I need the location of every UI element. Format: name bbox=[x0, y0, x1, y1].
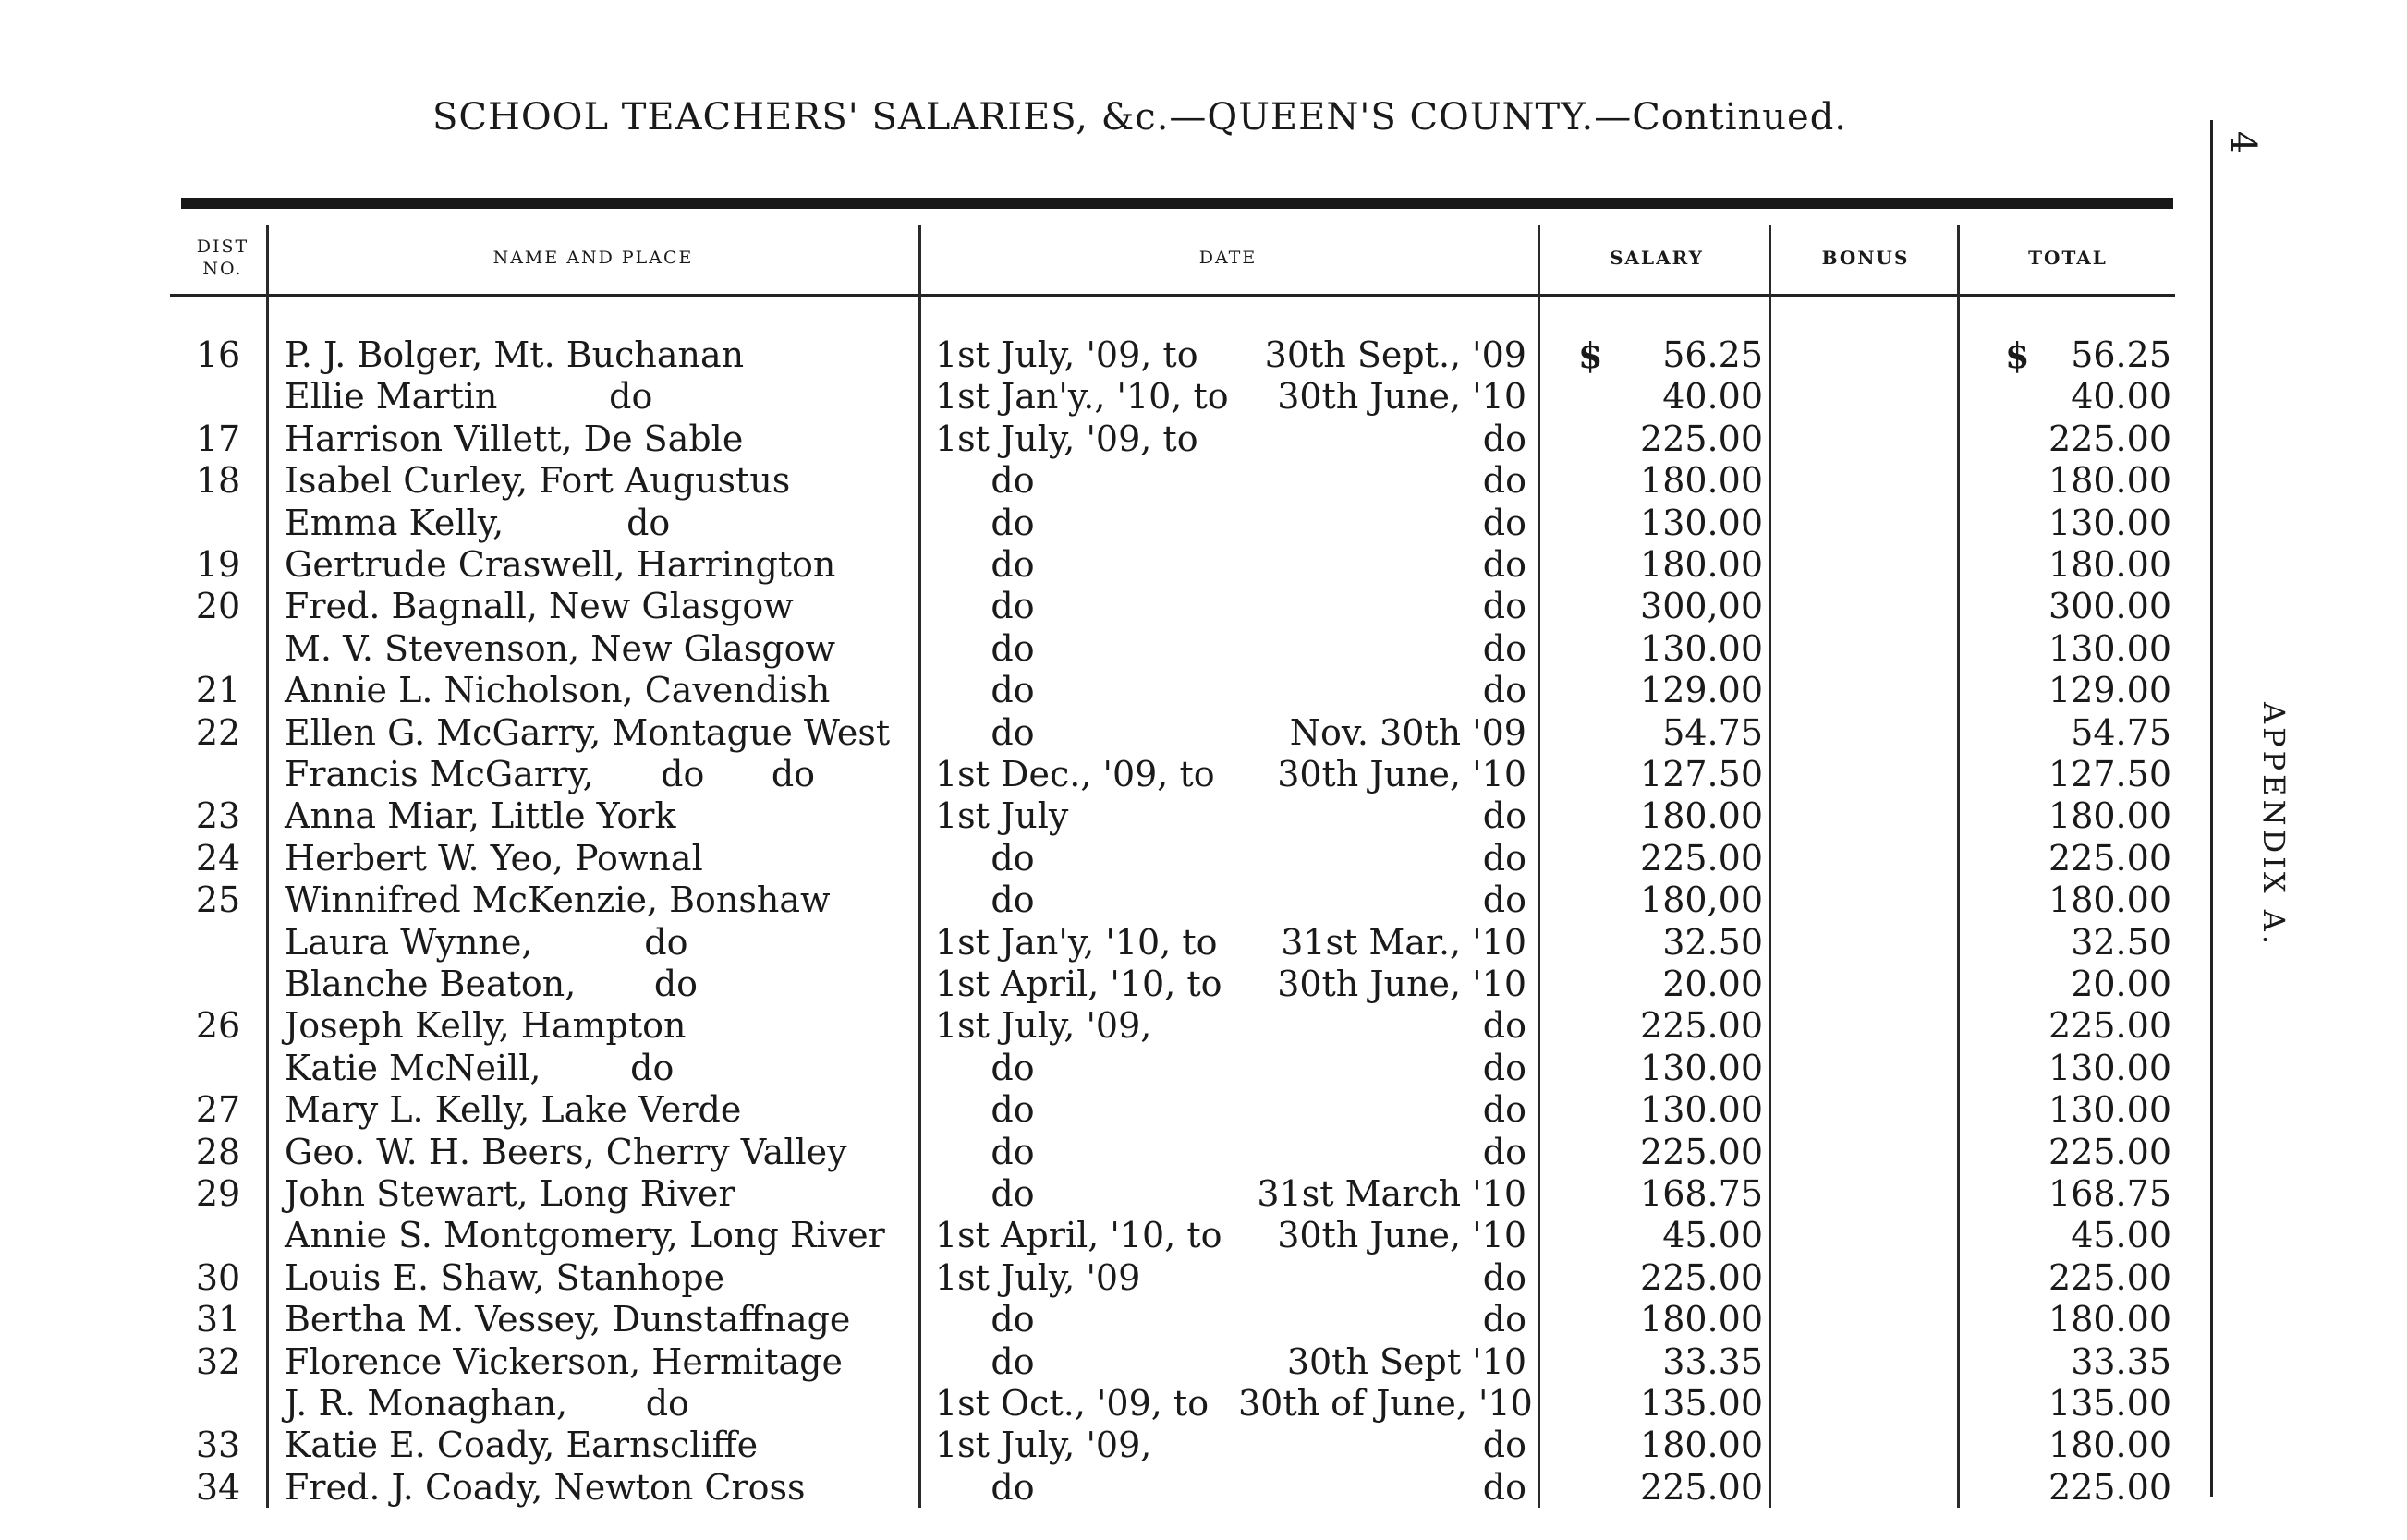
table-row bbox=[0, 334, 2218, 376]
table-row bbox=[0, 1132, 2218, 1173]
date-from-cell: do bbox=[935, 1466, 1035, 1508]
dist-cell: 28 bbox=[195, 1131, 241, 1172]
dist-cell bbox=[181, 964, 255, 1005]
salary-currency bbox=[1578, 628, 1615, 670]
salary-currency bbox=[1578, 1257, 1615, 1299]
total-cell: 180.00 bbox=[2048, 460, 2171, 502]
total-cell: 54.75 bbox=[2071, 711, 2171, 753]
date-from-cell: 1st Oct., '09, to bbox=[935, 1383, 1210, 1424]
name-cell: Ellie Martin do bbox=[285, 376, 653, 418]
name-cell: John Stewart, Long River bbox=[285, 1173, 735, 1214]
salary-currency bbox=[1578, 1005, 1615, 1047]
date-from-cell: 1st April, '10, to bbox=[935, 964, 1222, 1004]
dist-cell: 23 bbox=[195, 795, 241, 837]
table-row bbox=[0, 503, 2218, 544]
salary-cell: 180.00 bbox=[1640, 544, 1763, 585]
date-from-cell: 1st July, '09, to bbox=[935, 334, 1198, 375]
date-from-cell: do bbox=[935, 1299, 1035, 1340]
dist-cell bbox=[181, 1048, 255, 1089]
date-from-cell: do bbox=[935, 502, 1035, 543]
salary-cell: 45.00 bbox=[1662, 1215, 1763, 1256]
date-to-cell: do bbox=[1482, 627, 1526, 669]
name-cell: P. J. Bolger, Mt. Buchanan bbox=[285, 334, 745, 375]
name-cell: Harrison Villett, De Sable bbox=[285, 418, 744, 459]
dist-cell bbox=[181, 1215, 255, 1256]
name-cell: Katie McNeill, do bbox=[285, 1047, 675, 1088]
salary-cell: 225.00 bbox=[1640, 837, 1763, 879]
page-number: 4 bbox=[2223, 130, 2265, 154]
salary-cell: 130.00 bbox=[1640, 1089, 1763, 1131]
date-to-cell: do bbox=[1482, 1299, 1526, 1340]
name-cell: Annie S. Montgomery, Long River bbox=[285, 1215, 885, 1256]
date-to-cell: 30th June, '10 bbox=[1277, 1215, 1526, 1256]
name-cell: Gertrude Craswell, Harrington bbox=[285, 544, 836, 585]
total-cell: 40.00 bbox=[2071, 376, 2171, 418]
total-cell: 45.00 bbox=[2071, 1215, 2171, 1256]
table-row bbox=[0, 1383, 2218, 1425]
salary-cell: 130.00 bbox=[1640, 1047, 1763, 1088]
salary-currency: $ bbox=[1578, 334, 1603, 376]
date-from-cell: 1st July, '09, to bbox=[935, 418, 1198, 459]
dist-cell: 22 bbox=[195, 711, 241, 753]
name-cell: J. R. Monaghan, do bbox=[285, 1383, 689, 1424]
total-cell: 130.00 bbox=[2048, 1047, 2171, 1088]
dist-cell: 19 bbox=[195, 544, 241, 585]
header-salary: SALARY bbox=[1610, 247, 1704, 269]
header-dist-no: DIST NO. bbox=[196, 236, 249, 279]
salary-currency bbox=[1578, 460, 1615, 502]
name-cell: Fred. Bagnall, New Glasgow bbox=[285, 586, 794, 627]
date-to-cell: 30th June, '10 bbox=[1277, 964, 1526, 1004]
table-row bbox=[0, 1257, 2218, 1299]
salary-currency bbox=[1578, 1048, 1615, 1089]
dist-cell: 33 bbox=[195, 1425, 241, 1466]
total-currency: $ bbox=[2005, 334, 2030, 376]
dist-cell bbox=[181, 1383, 255, 1425]
salary-cell: 180,00 bbox=[1640, 879, 1763, 921]
salary-cell: 168.75 bbox=[1640, 1173, 1763, 1214]
total-cell: 32.50 bbox=[2071, 921, 2171, 963]
dist-cell bbox=[181, 376, 255, 418]
header-total: TOTAL bbox=[2028, 247, 2108, 269]
total-cell: 130.00 bbox=[2048, 1089, 2171, 1131]
salary-currency bbox=[1578, 795, 1615, 837]
salary-cell: 180.00 bbox=[1640, 795, 1763, 837]
date-to-cell: do bbox=[1482, 418, 1526, 459]
dist-cell: 20 bbox=[195, 586, 241, 627]
date-to-cell: do bbox=[1482, 670, 1526, 711]
salary-cell: 180.00 bbox=[1640, 1425, 1763, 1466]
table-row bbox=[0, 838, 2218, 879]
date-to-cell: do bbox=[1482, 1425, 1526, 1466]
table-row bbox=[0, 1005, 2218, 1047]
table-row bbox=[0, 922, 2218, 964]
date-from-cell: 1st July, '09, bbox=[935, 1005, 1152, 1047]
table-row bbox=[0, 1341, 2218, 1383]
dist-cell: 30 bbox=[195, 1256, 241, 1298]
salary-cell: 225.00 bbox=[1640, 1131, 1763, 1172]
date-to-cell: 30th of June, '10 bbox=[1238, 1383, 1533, 1424]
salary-cell: 56.25 bbox=[1662, 334, 1763, 375]
date-to-cell: do bbox=[1482, 1047, 1526, 1088]
dist-cell: 18 bbox=[195, 460, 241, 502]
dist-cell bbox=[181, 628, 255, 670]
salary-cell: 20.00 bbox=[1662, 964, 1763, 1004]
date-from-cell: do bbox=[935, 670, 1035, 711]
salary-currency bbox=[1578, 754, 1615, 795]
date-from-cell: do bbox=[935, 586, 1035, 627]
table-row bbox=[0, 460, 2218, 502]
salary-cell: 135.00 bbox=[1640, 1383, 1763, 1424]
table-row bbox=[0, 1299, 2218, 1340]
total-cell: 180.00 bbox=[2048, 1425, 2171, 1466]
dist-cell: 32 bbox=[195, 1340, 241, 1382]
date-to-cell: do bbox=[1482, 1256, 1526, 1298]
salary-currency bbox=[1578, 1132, 1615, 1173]
total-cell: 180.00 bbox=[2048, 795, 2171, 837]
date-from-cell: do bbox=[935, 711, 1035, 753]
total-cell: 225.00 bbox=[2048, 837, 2171, 879]
table-row bbox=[0, 1089, 2218, 1131]
name-cell: Isabel Curley, Fort Augustus bbox=[285, 460, 791, 502]
name-cell: Emma Kelly, do bbox=[285, 502, 671, 543]
date-from-cell: do bbox=[935, 460, 1035, 502]
page-title: SCHOOL TEACHERS' SALARIES, &c.—QUEEN'S COUNTY.—Continued. bbox=[432, 96, 1848, 139]
table-row bbox=[0, 964, 2218, 1005]
date-from-cell: do bbox=[935, 879, 1035, 921]
total-cell: 129.00 bbox=[2048, 670, 2171, 711]
date-from-cell: 1st July bbox=[935, 795, 1069, 837]
name-cell: M. V. Stevenson, New Glasgow bbox=[285, 627, 835, 669]
salary-cell: 32.50 bbox=[1662, 921, 1763, 963]
date-from-cell: do bbox=[935, 1047, 1035, 1088]
dist-cell: 21 bbox=[195, 670, 241, 711]
date-to-cell: 30th Sept '10 bbox=[1286, 1340, 1526, 1382]
date-to-cell: do bbox=[1482, 502, 1526, 543]
date-to-cell: do bbox=[1482, 837, 1526, 879]
dist-cell: 24 bbox=[195, 837, 241, 879]
date-to-cell: do bbox=[1482, 544, 1526, 585]
salary-currency bbox=[1578, 1089, 1615, 1131]
dist-cell: 34 bbox=[195, 1466, 241, 1508]
total-cell: 225.00 bbox=[2048, 1256, 2171, 1298]
date-from-cell: 1st April, '10, to bbox=[935, 1215, 1222, 1256]
date-from-cell: do bbox=[935, 544, 1035, 585]
table-top-rule bbox=[181, 198, 2173, 209]
name-cell: Florence Vickerson, Hermitage bbox=[285, 1340, 843, 1382]
date-to-cell: 30th Sept., '09 bbox=[1264, 334, 1526, 375]
date-from-cell: 1st Dec., '09, to bbox=[935, 754, 1215, 794]
salary-currency bbox=[1578, 670, 1615, 711]
total-cell: 130.00 bbox=[2048, 502, 2171, 543]
salary-currency bbox=[1578, 1341, 1615, 1383]
date-from-cell: 1st Jan'y., '10, to bbox=[935, 376, 1229, 418]
name-cell: Fred. J. Coady, Newton Cross bbox=[285, 1466, 806, 1508]
name-cell: Joseph Kelly, Hampton bbox=[285, 1005, 687, 1047]
table-row bbox=[0, 1173, 2218, 1215]
date-to-cell: do bbox=[1482, 1131, 1526, 1172]
salary-cell: 130.00 bbox=[1640, 627, 1763, 669]
name-cell: Winnifred McKenzie, Bonshaw bbox=[285, 879, 831, 921]
date-to-cell: do bbox=[1482, 1089, 1526, 1131]
dist-cell: 29 bbox=[195, 1173, 241, 1214]
total-cell: 180.00 bbox=[2048, 544, 2171, 585]
salary-currency bbox=[1578, 503, 1615, 544]
date-from-cell: 1st July, '09, bbox=[935, 1425, 1152, 1466]
salary-cell: 225.00 bbox=[1640, 1005, 1763, 1047]
table-row bbox=[0, 586, 2218, 627]
dist-cell: 16 bbox=[195, 334, 241, 375]
salary-cell: 180.00 bbox=[1640, 460, 1763, 502]
salary-cell: 225.00 bbox=[1640, 1466, 1763, 1508]
dist-cell: 17 bbox=[195, 418, 241, 459]
date-to-cell: 31st March '10 bbox=[1257, 1173, 1526, 1214]
dist-cell: 31 bbox=[195, 1299, 241, 1340]
date-from-cell: do bbox=[935, 1131, 1035, 1172]
date-from-cell: do bbox=[935, 837, 1035, 879]
salary-currency bbox=[1578, 418, 1615, 460]
appendix-label: APPENDIX A. bbox=[2256, 702, 2292, 949]
date-from-cell: do bbox=[935, 1340, 1035, 1382]
name-cell: Anna Miar, Little York bbox=[285, 795, 676, 837]
total-cell: 56.25 bbox=[2071, 334, 2171, 375]
date-to-cell: do bbox=[1482, 586, 1526, 627]
date-from-cell: do bbox=[935, 1089, 1035, 1131]
total-cell: 20.00 bbox=[2071, 964, 2171, 1004]
table-row bbox=[0, 670, 2218, 711]
table-row bbox=[0, 754, 2218, 795]
header-name-and-place: NAME AND PLACE bbox=[492, 248, 694, 268]
table-row bbox=[0, 1048, 2218, 1089]
salary-cell: 33.35 bbox=[1662, 1340, 1763, 1382]
salary-currency bbox=[1578, 922, 1615, 964]
salary-cell: 54.75 bbox=[1662, 711, 1763, 753]
salary-cell: 129.00 bbox=[1640, 670, 1763, 711]
salary-cell: 130.00 bbox=[1640, 502, 1763, 543]
name-cell: Katie E. Coady, Earnscliffe bbox=[285, 1425, 759, 1466]
total-cell: 168.75 bbox=[2048, 1173, 2171, 1214]
total-cell: 225.00 bbox=[2048, 1131, 2171, 1172]
name-cell: Laura Wynne, do bbox=[285, 921, 688, 963]
dist-cell bbox=[181, 503, 255, 544]
salary-currency bbox=[1578, 1425, 1615, 1466]
date-from-cell: do bbox=[935, 627, 1035, 669]
name-cell: Herbert W. Yeo, Pownal bbox=[285, 837, 703, 879]
name-cell: Bertha M. Vessey, Dunstaffnage bbox=[285, 1299, 851, 1340]
date-to-cell: do bbox=[1482, 879, 1526, 921]
dist-cell: 27 bbox=[195, 1089, 241, 1131]
salary-currency bbox=[1578, 964, 1615, 1005]
header-bonus: BONUS bbox=[1821, 247, 1910, 269]
salary-currency bbox=[1578, 544, 1615, 586]
header-bottom-rule bbox=[170, 294, 2175, 297]
date-from-cell: 1st Jan'y, '10, to bbox=[935, 921, 1218, 963]
salary-currency bbox=[1578, 376, 1615, 418]
total-cell: 130.00 bbox=[2048, 627, 2171, 669]
name-cell: Blanche Beaton, do bbox=[285, 964, 699, 1004]
date-to-cell: 30th June, '10 bbox=[1277, 754, 1526, 794]
table-row bbox=[0, 376, 2218, 418]
table-row bbox=[0, 1425, 2218, 1466]
salary-currency bbox=[1578, 1299, 1615, 1340]
total-cell: 225.00 bbox=[2048, 418, 2171, 459]
table-row bbox=[0, 712, 2218, 754]
dist-cell: 26 bbox=[195, 1005, 241, 1047]
name-cell: Geo. W. H. Beers, Cherry Valley bbox=[285, 1131, 847, 1172]
date-to-cell: do bbox=[1482, 1466, 1526, 1508]
salary-currency bbox=[1578, 838, 1615, 879]
salary-cell: 127.50 bbox=[1640, 754, 1763, 794]
total-cell: 33.35 bbox=[2071, 1340, 2171, 1382]
salary-currency bbox=[1578, 1467, 1615, 1509]
salary-cell: 40.00 bbox=[1662, 376, 1763, 418]
date-to-cell: Nov. 30th '09 bbox=[1289, 711, 1526, 753]
date-to-cell: 30th June, '10 bbox=[1277, 376, 1526, 418]
dist-cell bbox=[181, 922, 255, 964]
table-row bbox=[0, 1215, 2218, 1256]
date-to-cell: do bbox=[1482, 460, 1526, 502]
table-row bbox=[0, 879, 2218, 921]
total-cell: 135.00 bbox=[2048, 1383, 2171, 1424]
table-row bbox=[0, 1467, 2218, 1509]
dist-cell: 25 bbox=[195, 879, 241, 921]
salary-cell: 225.00 bbox=[1640, 1256, 1763, 1298]
name-cell: Annie L. Nicholson, Cavendish bbox=[285, 670, 831, 711]
salary-currency bbox=[1578, 1215, 1615, 1256]
salary-cell: 180.00 bbox=[1640, 1299, 1763, 1340]
table-row bbox=[0, 795, 2218, 837]
salary-cell: 300,00 bbox=[1640, 586, 1763, 627]
name-cell: Ellen G. McGarry, Montague West bbox=[285, 711, 891, 753]
table-row bbox=[0, 544, 2218, 586]
date-to-cell: do bbox=[1482, 1005, 1526, 1047]
header-date: DATE bbox=[1198, 248, 1258, 268]
date-from-cell: do bbox=[935, 1173, 1035, 1214]
total-cell: 180.00 bbox=[2048, 1299, 2171, 1340]
dist-cell bbox=[181, 754, 255, 795]
salary-currency bbox=[1578, 712, 1615, 754]
salary-currency bbox=[1578, 586, 1615, 627]
salary-currency bbox=[1578, 1173, 1615, 1215]
total-cell: 225.00 bbox=[2048, 1005, 2171, 1047]
total-cell: 127.50 bbox=[2048, 754, 2171, 794]
name-cell: Louis E. Shaw, Stanhope bbox=[285, 1256, 725, 1298]
table-row bbox=[0, 628, 2218, 670]
salary-currency bbox=[1578, 1383, 1615, 1425]
table-row bbox=[0, 418, 2218, 460]
date-to-cell: 31st Mar., '10 bbox=[1281, 921, 1526, 963]
name-cell: Francis McGarry, do do bbox=[285, 754, 816, 794]
name-cell: Mary L. Kelly, Lake Verde bbox=[285, 1089, 742, 1131]
date-from-cell: 1st July, '09 bbox=[935, 1256, 1141, 1298]
total-cell: 180.00 bbox=[2048, 879, 2171, 921]
date-to-cell: do bbox=[1482, 795, 1526, 837]
total-cell: 225.00 bbox=[2048, 1466, 2171, 1508]
salary-currency bbox=[1578, 879, 1615, 921]
total-cell: 300.00 bbox=[2048, 586, 2171, 627]
salary-cell: 225.00 bbox=[1640, 418, 1763, 459]
